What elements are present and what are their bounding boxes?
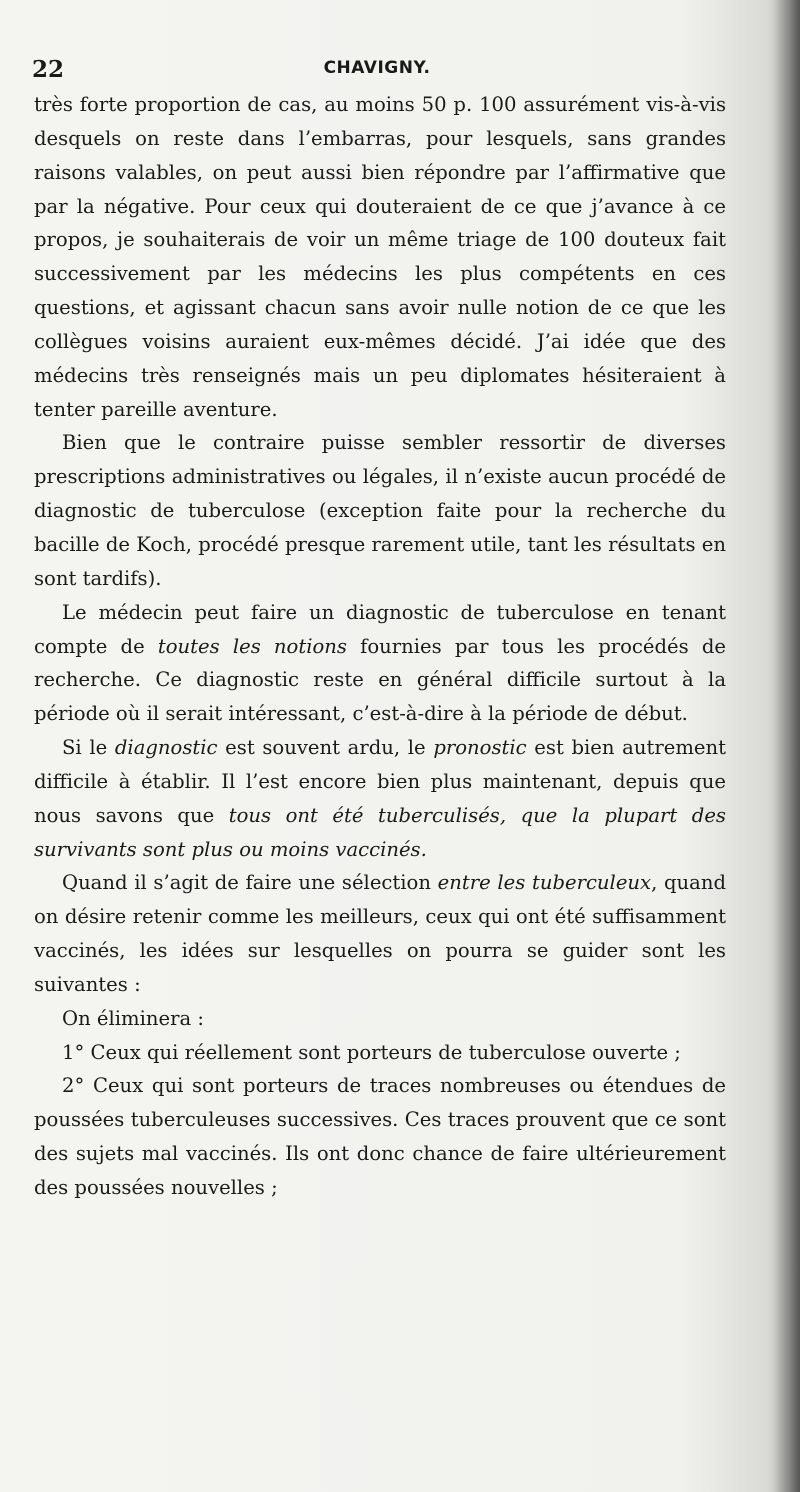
- italic-text-run: tous ont été tuberculisés, que la plupart des survivants sont plus ou moins vaccinés.: [34, 803, 726, 861]
- paragraph: [34, 426, 726, 595]
- page-header: [32, 52, 722, 86]
- text-run: 2° Ceux qui sont porteurs de traces nombreuses ou étendues de poussées tuberculeuses successives. Ces traces prouvent que ce sont des sujets mal vaccinés. Ils ont donc chance de faire ultérieurement des poussées nouvelles ;: [34, 1074, 726, 1199]
- text-run: Le médecin peut faire un diagnostic de tuberculose en tenant compte de: [34, 600, 726, 658]
- text-run: très forte proportion de cas, au moins 50 p. 100 assurément vis-à-vis desquels on reste dans l’embarras, pour lesquels, sans grandes raisons valables, on peut aussi bien répondre par l’affirmative que par la négative. Pour ceux qui douteraient de ce que j’avance à ce propos, je souhaiterais de voir un même triage de 100 douteux fait successivement par les médecins les plus compétents en ces questions, et agissant chacun sans avoir nulle notion de ce que les collègues voisins auraient eux-mêmes décidé. J’ai idée que des médecins très renseignés mais un peu diplomates hésiteraient à tenter pareille aventure.: [34, 93, 726, 421]
- text-run: 1° Ceux qui réellement sont porteurs de tuberculose ouverte ;: [62, 1040, 681, 1064]
- text-run: fournies par tous les procédés de recherche. Ce diagnostic reste en général difficile surtout à la période où il serait intéressant, c’est-à-dire à la période de début.: [34, 634, 726, 726]
- text-run: est bien autrement difficile à établir. Il l’est encore bien plus maintenant, depuis que nous savons que: [34, 736, 726, 827]
- paragraph: [34, 1002, 726, 1036]
- body-text: [34, 88, 726, 1205]
- running-head: CHAVIGNY.: [323, 58, 431, 78]
- page-gutter-shadow: [774, 0, 800, 1492]
- text-run: Si le: [62, 736, 115, 760]
- italic-text-run: diagnostic: [114, 736, 218, 760]
- paragraph: [34, 866, 726, 1001]
- paragraph: [34, 731, 726, 866]
- italic-text-run: toutes les notions: [157, 634, 347, 658]
- paragraph: [34, 1069, 726, 1204]
- text-run: Quand il s’agit de faire une sélection: [62, 871, 438, 895]
- page-number: 22: [32, 56, 65, 83]
- text-run: , quand on désire retenir comme les meilleurs, ceux qui ont été suffisamment vaccinés, les idées sur lesquelles on pourra se guider sont les suivantes :: [34, 871, 727, 996]
- text-run: On éliminera :: [62, 1006, 204, 1030]
- italic-text-run: entre les tuberculeux: [437, 871, 652, 895]
- text-run: est souvent ardu, le: [217, 736, 434, 760]
- italic-text-run: pronostic: [433, 736, 527, 760]
- paragraph: [34, 88, 726, 426]
- text-run: Bien que le contraire puisse sembler ressortir de diverses prescriptions administratives ou légales, il n’existe aucun procédé de diagnostic de tuberculose (exception faite pour la recherche du bacille de Koch, procédé presque rarement utile, tant les résultats en sont tardifs).: [34, 431, 726, 590]
- paragraph: [34, 596, 726, 731]
- paragraph: [34, 1036, 726, 1070]
